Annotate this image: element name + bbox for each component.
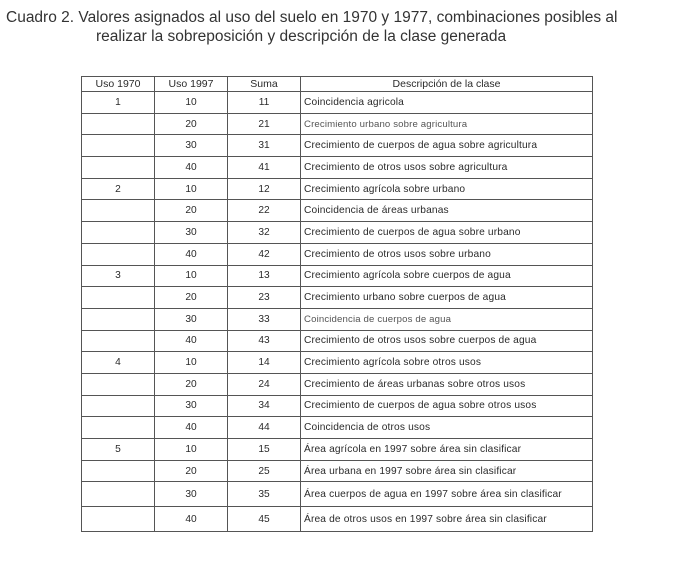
cell-uso-1970: [82, 373, 155, 395]
cell-suma: 44: [228, 417, 301, 439]
cell-uso-1970: 2: [82, 178, 155, 200]
table-row: [82, 243, 593, 265]
table-row: [82, 157, 593, 179]
cell-uso-1997: 10: [155, 265, 228, 287]
cell-uso-1970: 3: [82, 265, 155, 287]
cell-uso-1997: 30: [155, 135, 228, 157]
cell-uso-1997: 30: [155, 482, 228, 507]
cell-suma: 14: [228, 352, 301, 374]
cell-suma: 24: [228, 373, 301, 395]
table-row: [82, 395, 593, 417]
cell-uso-1970: [82, 395, 155, 417]
cell-suma: 41: [228, 157, 301, 179]
cell-uso-1997: 40: [155, 243, 228, 265]
header-suma: Suma: [228, 77, 301, 92]
cell-descripcion: Área agrícola en 1997 sobre área sin clasificar: [301, 439, 593, 461]
table-row: [82, 200, 593, 222]
cell-uso-1970: [82, 287, 155, 309]
cell-uso-1997: 30: [155, 395, 228, 417]
land-use-table: [81, 76, 593, 532]
cell-uso-1997: 40: [155, 157, 228, 179]
cell-suma: 35: [228, 482, 301, 507]
cell-uso-1997: 20: [155, 373, 228, 395]
caption-line-2: realizar la sobreposición y descripción de la clase generada: [96, 28, 507, 45]
cell-uso-1970: [82, 417, 155, 439]
table-row: [82, 417, 593, 439]
cell-uso-1997: 40: [155, 507, 228, 532]
cell-uso-1997: 10: [155, 439, 228, 461]
header-descripcion: Descripción de la clase: [301, 77, 593, 92]
table-row: [82, 460, 593, 482]
header-uso-1997: Uso 1997: [155, 77, 228, 92]
cell-descripcion: Crecimiento agrícola sobre cuerpos de agua: [301, 265, 593, 287]
table-row: [82, 308, 593, 330]
cell-descripcion: Coincidencia de áreas urbanas: [301, 200, 593, 222]
cell-uso-1970: [82, 243, 155, 265]
table-row: [82, 178, 593, 200]
cell-descripcion: Área urbana en 1997 sobre área sin clasificar: [301, 460, 593, 482]
cell-uso-1970: [82, 157, 155, 179]
cell-suma: 43: [228, 330, 301, 352]
table-row: [82, 330, 593, 352]
table-row: [82, 373, 593, 395]
cell-uso-1970: [82, 135, 155, 157]
cell-uso-1970: [82, 308, 155, 330]
cell-uso-1970: [82, 200, 155, 222]
caption-line-1: Cuadro 2. Valores asignados al uso del suelo en 1970 y 1977, combinaciones posibles al: [6, 9, 618, 26]
table-row: [82, 222, 593, 244]
table-row: [82, 507, 593, 532]
cell-uso-1997: 20: [155, 287, 228, 309]
cell-suma: 21: [228, 113, 301, 135]
cell-uso-1970: [82, 482, 155, 507]
cell-uso-1970: 4: [82, 352, 155, 374]
cell-uso-1997: 30: [155, 308, 228, 330]
cell-suma: 25: [228, 460, 301, 482]
cell-descripcion: Crecimiento de otros usos sobre agricultura: [301, 157, 593, 179]
cell-descripcion: Crecimiento de cuerpos de agua sobre otros usos: [301, 395, 593, 417]
table-row: [82, 482, 593, 507]
table-header-row: [82, 77, 593, 92]
cell-suma: 34: [228, 395, 301, 417]
cell-uso-1970: [82, 330, 155, 352]
cell-descripcion: Coincidencia de cuerpos de agua: [301, 308, 593, 330]
cell-descripcion: Área de otros usos en 1997 sobre área sin clasificar: [301, 507, 593, 532]
table-row: [82, 287, 593, 309]
cell-uso-1997: 10: [155, 352, 228, 374]
cell-uso-1970: 5: [82, 439, 155, 461]
cell-suma: 15: [228, 439, 301, 461]
cell-uso-1970: [82, 113, 155, 135]
cell-suma: 23: [228, 287, 301, 309]
cell-suma: 11: [228, 92, 301, 114]
cell-uso-1997: 20: [155, 460, 228, 482]
cell-descripcion: Coincidencia agricola: [301, 92, 593, 114]
cell-suma: 13: [228, 265, 301, 287]
cell-uso-1997: 20: [155, 200, 228, 222]
cell-descripcion: Crecimiento de áreas urbanas sobre otros usos: [301, 373, 593, 395]
cell-uso-1997: 10: [155, 178, 228, 200]
cell-uso-1997: 40: [155, 330, 228, 352]
cell-descripcion: Crecimiento de cuerpos de agua sobre agricultura: [301, 135, 593, 157]
table-row: [82, 135, 593, 157]
cell-descripcion: Crecimiento urbano sobre cuerpos de agua: [301, 287, 593, 309]
table-row: [82, 113, 593, 135]
cell-descripcion: Crecimiento agrícola sobre otros usos: [301, 352, 593, 374]
table-row: [82, 92, 593, 114]
cell-descripcion: Crecimiento de otros usos sobre cuerpos de agua: [301, 330, 593, 352]
cell-suma: 31: [228, 135, 301, 157]
cell-descripcion: Coincidencia de otros usos: [301, 417, 593, 439]
cell-descripcion: Área cuerpos de agua en 1997 sobre área sin clasificar: [301, 482, 593, 507]
cell-uso-1970: [82, 507, 155, 532]
table-row: [82, 439, 593, 461]
cell-uso-1970: [82, 460, 155, 482]
cell-uso-1970: [82, 222, 155, 244]
cell-descripcion: Crecimiento urbano sobre agricultura: [301, 113, 593, 135]
cell-suma: 42: [228, 243, 301, 265]
header-uso-1970: Uso 1970: [82, 77, 155, 92]
table-row: [82, 265, 593, 287]
cell-descripcion: Crecimiento agrícola sobre urbano: [301, 178, 593, 200]
cell-uso-1997: 40: [155, 417, 228, 439]
table-row: [82, 352, 593, 374]
cell-uso-1997: 30: [155, 222, 228, 244]
cell-descripcion: Crecimiento de otros usos sobre urbano: [301, 243, 593, 265]
cell-suma: 22: [228, 200, 301, 222]
cell-suma: 12: [228, 178, 301, 200]
cell-uso-1997: 20: [155, 113, 228, 135]
cell-suma: 32: [228, 222, 301, 244]
table-caption: [6, 8, 682, 46]
cell-uso-1997: 10: [155, 92, 228, 114]
cell-suma: 45: [228, 507, 301, 532]
cell-uso-1970: 1: [82, 92, 155, 114]
cell-suma: 33: [228, 308, 301, 330]
cell-descripcion: Crecimiento de cuerpos de agua sobre urbano: [301, 222, 593, 244]
